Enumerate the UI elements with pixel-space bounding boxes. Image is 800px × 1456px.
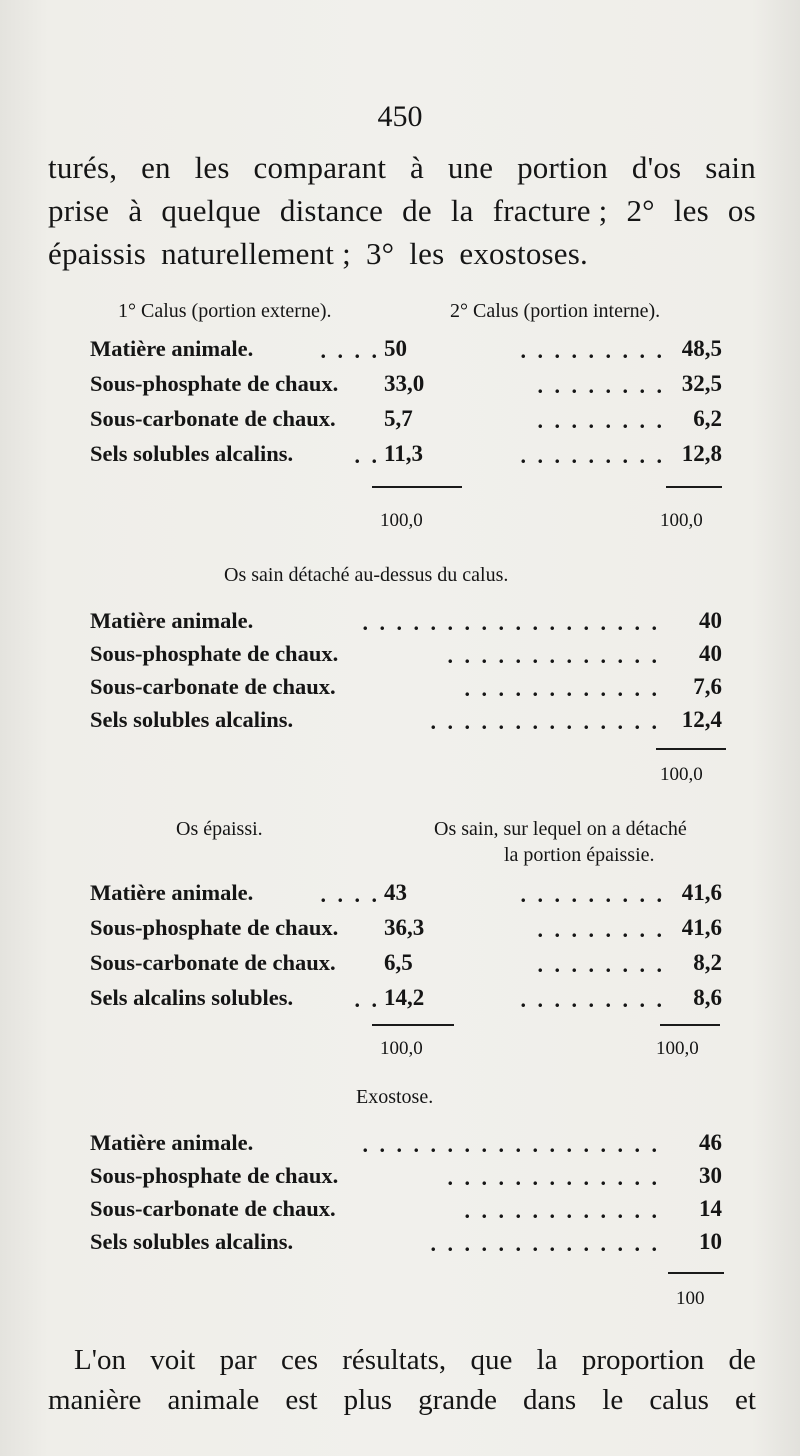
leader-dots: . . . . <box>320 882 380 907</box>
table1-rule-1 <box>372 486 462 488</box>
closing-word: grande <box>418 1384 497 1416</box>
intro-word: distance <box>279 193 384 228</box>
intro-word: portion <box>517 150 609 185</box>
table3-rule-2 <box>660 1024 720 1026</box>
table-row-value: 7,6 <box>693 674 722 699</box>
closing-word: calus <box>649 1384 709 1416</box>
intro-word: quelque <box>161 193 261 228</box>
table-row-col1: 14,2 <box>384 985 425 1010</box>
leader-dots: . . . . . . . . . . . . <box>464 1198 660 1223</box>
closing-word: par <box>219 1344 257 1376</box>
table-row-label: Sels solubles alcalins. <box>90 441 294 466</box>
closing-word: ces <box>280 1344 318 1376</box>
intro-word: en <box>141 150 171 185</box>
leader-dots: . . . . . . . . . <box>520 338 665 363</box>
leader-dots: . . . . . . . . <box>537 917 665 942</box>
intro-word: à <box>128 193 143 228</box>
table2-rule <box>656 748 726 750</box>
table-row-label: Sels alcalins solubles. <box>90 985 294 1010</box>
table-row-value: 40 <box>699 641 722 666</box>
table-row-value: 10 <box>699 1229 722 1254</box>
table-row-label: Sous-carbonate de chaux. <box>90 1196 336 1221</box>
intro-word: 2° <box>626 193 655 228</box>
intro-line-3 <box>48 236 588 279</box>
table-row-col1: 11,3 <box>384 441 423 466</box>
table1-heading-left: 1° Calus (portion externe). <box>118 300 332 322</box>
leader-dots: . . . . . . . . . . . . . <box>447 1165 660 1190</box>
table4-rule <box>668 1272 724 1274</box>
closing-word: dans <box>523 1384 577 1416</box>
closing-line-2 <box>48 1384 756 1417</box>
intro-word: les <box>194 150 230 185</box>
closing-word: plus <box>343 1384 392 1416</box>
table1-rule-2 <box>666 486 722 488</box>
table4-heading: Exostose. <box>356 1086 434 1108</box>
intro-word: les <box>673 193 709 228</box>
table-row-col2: 12,8 <box>681 441 722 466</box>
table-row-col2: 8,6 <box>693 985 722 1010</box>
intro-word: sain <box>705 150 756 185</box>
table1-total-2: 100,0 <box>660 510 703 531</box>
closing-word: de <box>728 1344 756 1376</box>
intro-word: à <box>410 150 424 185</box>
closing-word: manière <box>48 1384 142 1416</box>
leader-dots: . . . . . . . . . <box>520 882 665 907</box>
leader-dots: . . . . . . . . . . . . . . . . . . <box>362 1132 660 1157</box>
closing-word: le <box>602 1384 624 1416</box>
intro-word: fracture ; <box>492 193 608 228</box>
leader-dots: . . . . . . . . <box>537 952 665 977</box>
leader-dots: . . . . . . . . . <box>520 987 665 1012</box>
intro-word: comparant <box>253 150 387 185</box>
table-row-label: Matière animale. <box>90 1130 254 1155</box>
table-row-label: Sous-phosphate de chaux. <box>90 915 339 940</box>
leader-dots: . . . . . . . . . <box>520 443 665 468</box>
table-row-col1: 33,0 <box>384 371 425 396</box>
intro-line-1 <box>48 150 756 193</box>
table-row-label: Matière animale. <box>90 608 254 633</box>
leader-dots: . . . . . . . . . . . . . . <box>430 709 660 734</box>
table-row-label: Sels solubles alcalins. <box>90 707 294 732</box>
leader-dots: . . . . . . . . . . . . . . <box>430 1231 660 1256</box>
table-row-label: Matière animale. <box>90 880 254 905</box>
leader-dots: . . . . . . . . <box>537 408 665 433</box>
intro-word: prise <box>48 193 110 228</box>
intro-word: 3° <box>365 236 395 271</box>
table1-heading-right: 2° Calus (portion interne). <box>450 300 661 322</box>
intro-word: une <box>447 150 494 185</box>
table3-heading-right-2: la portion épaissie. <box>504 844 655 866</box>
intro-paragraph <box>48 150 756 279</box>
table-row-col2: 41,6 <box>681 880 722 905</box>
table-row-label: Matière animale. <box>90 336 254 361</box>
closing-word: que <box>470 1344 513 1376</box>
table3-heading-right-1: Os sain, sur lequel on a détaché <box>434 818 687 840</box>
table-row-col2: 48,5 <box>681 336 722 361</box>
intro-word: turés, <box>48 150 118 185</box>
closing-word: proportion <box>581 1344 705 1376</box>
table3-total-1: 100,0 <box>380 1038 423 1059</box>
leader-dots: . . <box>354 443 380 468</box>
table-row-value: 14 <box>699 1196 722 1221</box>
table-row-col1: 50 <box>384 336 407 361</box>
closing-line-1 <box>74 1344 756 1377</box>
intro-word: exostoses. <box>459 236 588 271</box>
table-row-label: Sous-phosphate de chaux. <box>90 371 339 396</box>
table-row-col2: 8,2 <box>693 950 722 975</box>
table-row-label: Sous-carbonate de chaux. <box>90 406 336 431</box>
leader-dots: . . . . . . . . . . . . . <box>447 643 660 668</box>
table-row-value: 46 <box>699 1130 722 1155</box>
table3-total-2: 100,0 <box>656 1038 699 1059</box>
closing-word: résultats, <box>342 1344 447 1376</box>
intro-word: la <box>450 193 474 228</box>
table-row-col2: 32,5 <box>681 371 722 396</box>
intro-word: os <box>727 193 756 228</box>
closing-word: la <box>536 1344 558 1376</box>
intro-word: d'os <box>631 150 682 185</box>
closing-word: est <box>285 1384 318 1416</box>
table-row-label: Sous-phosphate de chaux. <box>90 641 339 666</box>
intro-word: de <box>402 193 432 228</box>
table-row-col2: 6,2 <box>693 406 722 431</box>
table-row-col1: 43 <box>384 880 407 905</box>
page-number: 450 <box>377 100 423 133</box>
table-row-value: 40 <box>699 608 722 633</box>
closing-word: L'on <box>74 1344 126 1376</box>
table-row-label: Sels solubles alcalins. <box>90 1229 294 1254</box>
table2-heading: Os sain détaché au-dessus du calus. <box>224 564 509 586</box>
intro-line-2 <box>48 193 756 236</box>
leader-dots: . . <box>354 987 380 1012</box>
intro-word: les <box>409 236 445 271</box>
table-row-value: 30 <box>699 1163 722 1188</box>
leader-dots: . . . . <box>320 338 380 363</box>
table1-total-1: 100,0 <box>380 510 423 531</box>
table-row-label: Sous-carbonate de chaux. <box>90 950 336 975</box>
table-row-col1: 6,5 <box>384 950 413 975</box>
leader-dots: . . . . . . . . . . . . . . . . . . <box>362 610 660 635</box>
leader-dots: . . . . . . . . <box>537 373 665 398</box>
leader-dots: . . . . . . . . . . . . <box>464 676 660 701</box>
intro-word: épaissis <box>48 236 147 271</box>
table-row-col1: 5,7 <box>384 406 413 431</box>
table3-heading-left: Os épaissi. <box>176 818 263 840</box>
table-row-col2: 41,6 <box>681 915 722 940</box>
table-row-label: Sous-phosphate de chaux. <box>90 1163 339 1188</box>
table2-total: 100,0 <box>660 764 703 785</box>
closing-word: voit <box>150 1344 196 1376</box>
closing-word: animale <box>167 1384 260 1416</box>
table-row-value: 12,4 <box>681 707 722 732</box>
table4-total: 100 <box>676 1288 705 1309</box>
table-row-label: Sous-carbonate de chaux. <box>90 674 336 699</box>
table3-rule-1 <box>372 1024 454 1026</box>
closing-word: et <box>734 1384 756 1416</box>
table-row-col1: 36,3 <box>384 915 425 940</box>
intro-word: naturellement ; <box>161 236 351 271</box>
